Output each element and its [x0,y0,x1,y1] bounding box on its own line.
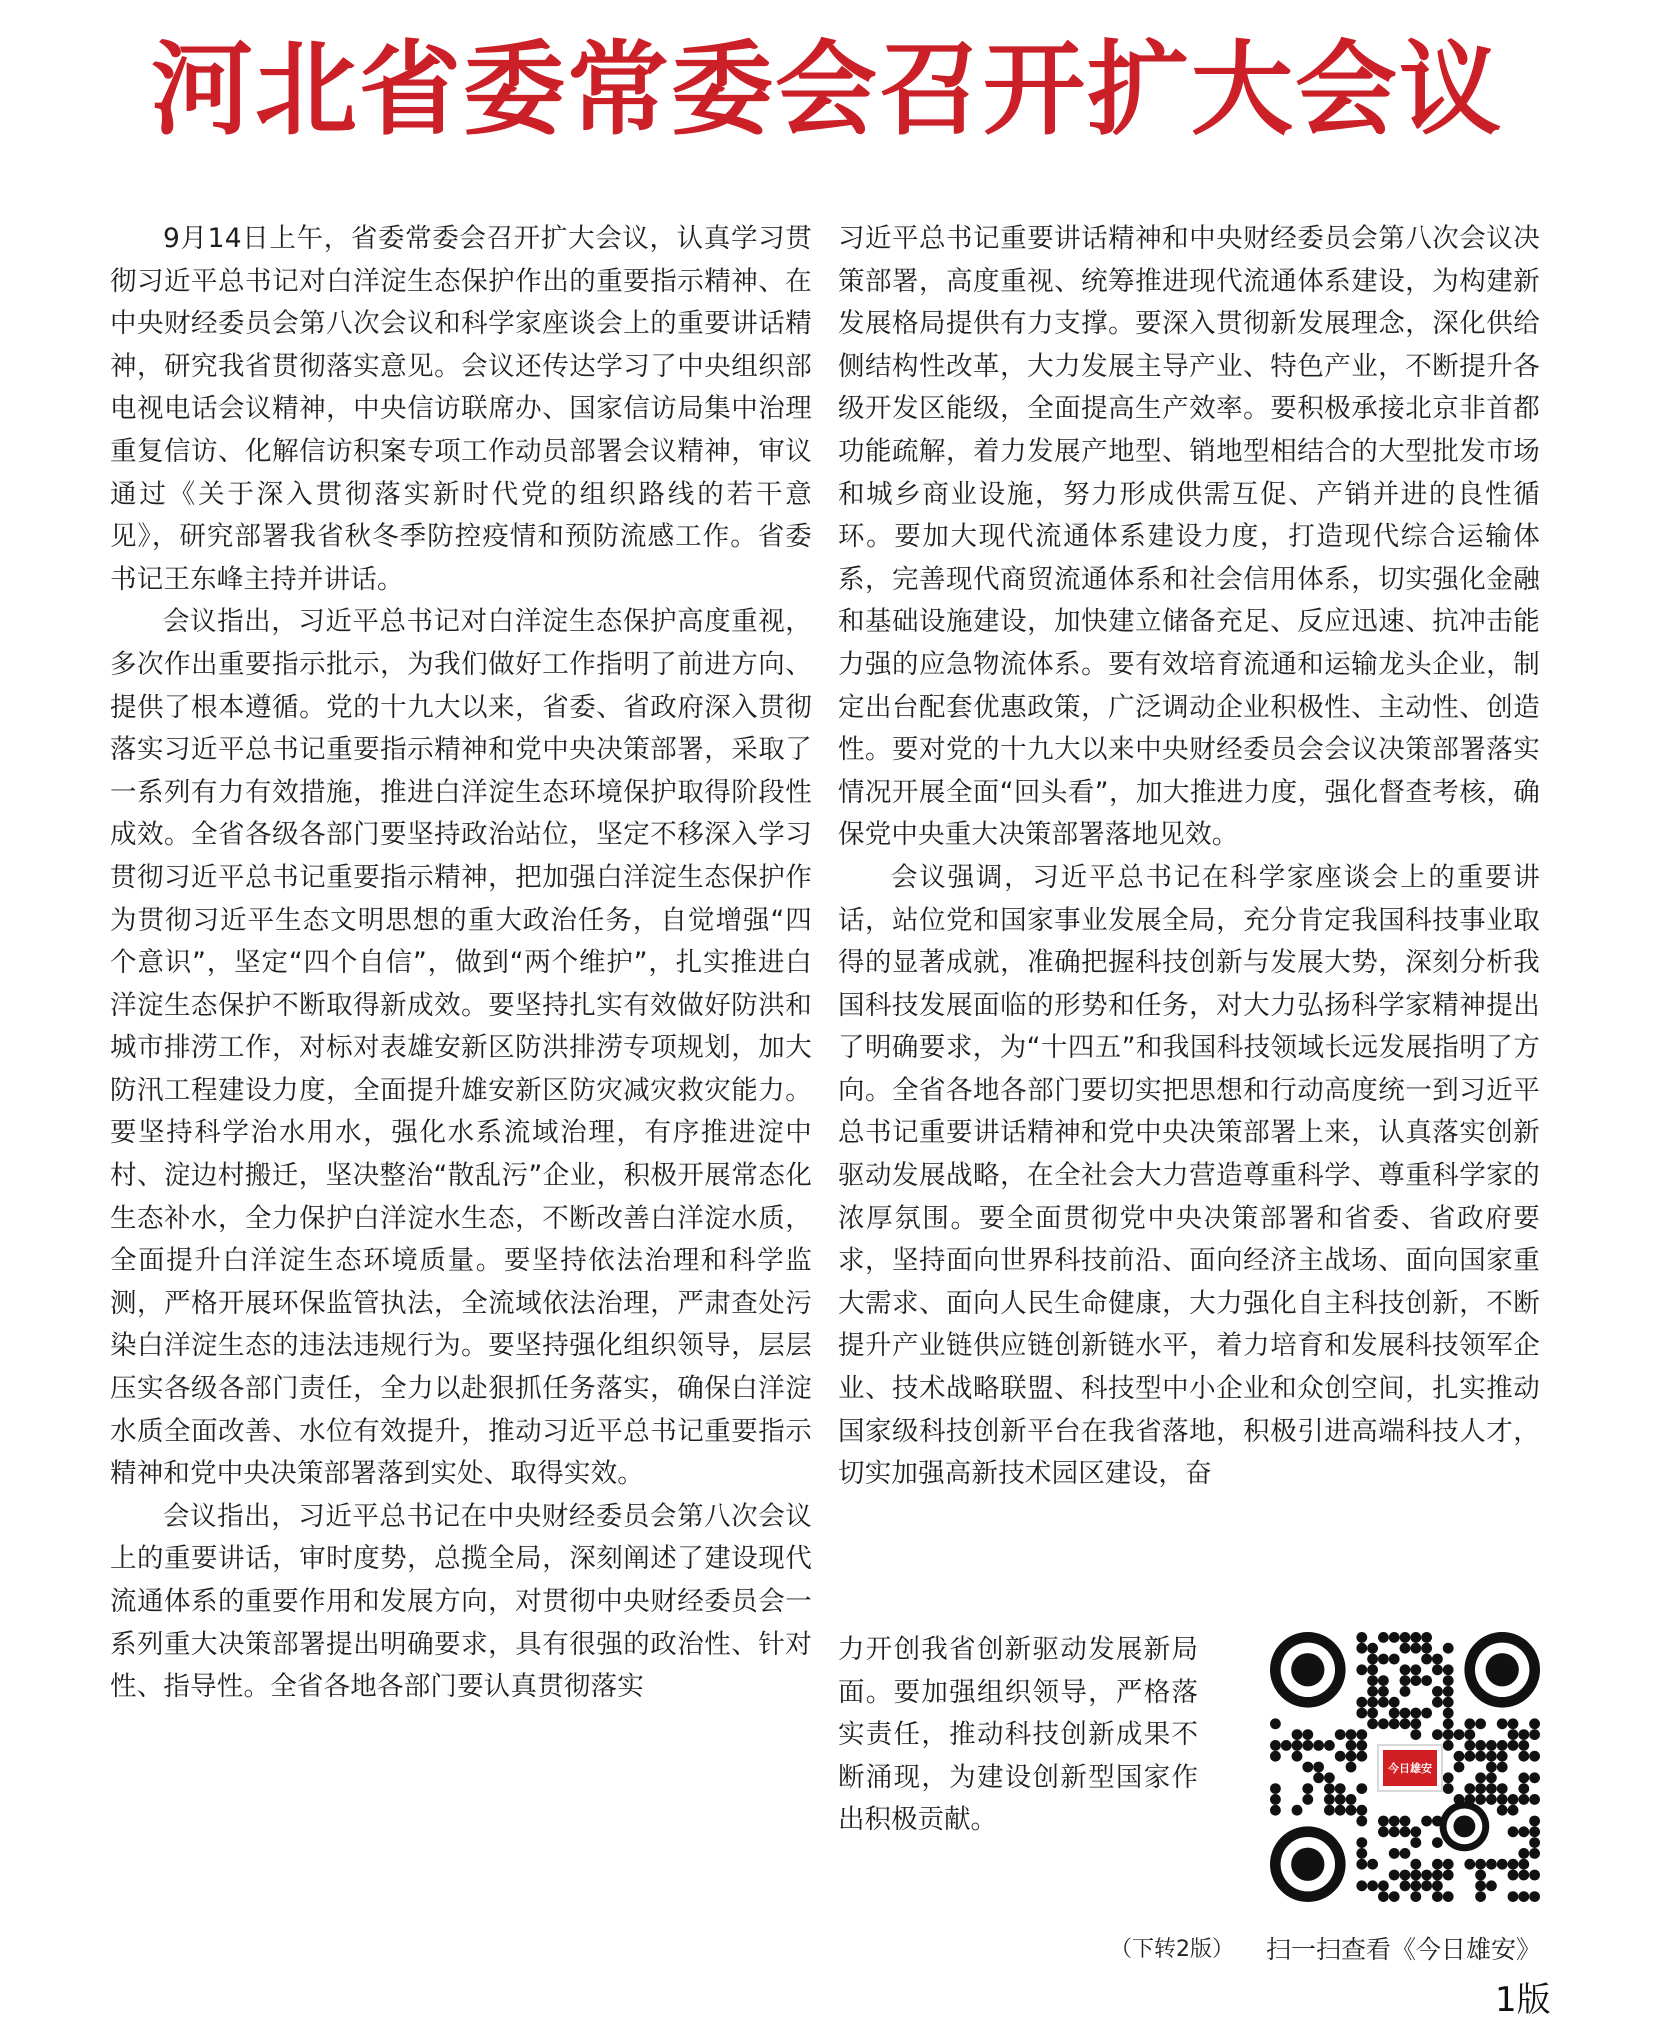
qr-module [1508,1870,1519,1881]
qr-module [1497,1740,1508,1751]
qr-module [1324,1783,1335,1794]
qr-module [1302,1740,1313,1751]
qr-module [1508,1729,1519,1740]
qr-module [1378,1654,1389,1665]
qr-module [1410,1870,1421,1881]
qr-module [1443,1870,1454,1881]
qr-module [1292,1805,1303,1816]
qr-module [1508,1718,1519,1729]
qr-module [1464,1729,1475,1740]
qr-module [1356,1708,1367,1719]
qr-module [1518,1794,1529,1805]
qr-module [1389,1632,1400,1643]
qr-logo [1377,1744,1443,1792]
qr-module [1400,1816,1411,1827]
qr-module [1421,1675,1432,1686]
qr-module [1389,1870,1400,1881]
qr-module [1389,1891,1400,1902]
qr-module [1410,1837,1421,1848]
qr-module [1356,1751,1367,1762]
qr-module [1389,1708,1400,1719]
qr-module [1367,1718,1378,1729]
qr-module [1518,1783,1529,1794]
qr-module [1270,1805,1281,1816]
qr-module [1346,1751,1357,1762]
qr-module [1378,1891,1389,1902]
qr-module [1356,1783,1367,1794]
qr-module [1335,1751,1346,1762]
qr-module [1400,1686,1411,1697]
qr-logo-text: 今日雄安 [1383,1750,1437,1786]
qr-module [1518,1891,1529,1902]
paragraph: 9月14日上午，省委常委会召开扩大会议，认真学习贯彻习近平总书记对白洋淀生态保护作出的重要指示精神、在中央财经委员会第八次会议和科学家座谈会上的重要讲话精神，研究我省贯彻落实意见。会议还传达学习了中央组织部电视电话会议精神，中央信访联席办、国家信访局集中治理重复信访、化解信访积案专项工作动员部署会议精神，审议通过《关于深入贯彻落实新时代党的组织路线的若干意见》，研究部署我省秋冬季防控疫情和预防流感工作。省委书记王东峰主持并讲话。 [110,223,812,595]
qr-module [1410,1664,1421,1675]
qr-module [1281,1740,1292,1751]
qr-module [1475,1880,1486,1891]
qr-module [1302,1729,1313,1740]
qr-module [1454,1762,1465,1773]
qr-module [1497,1783,1508,1794]
qr-module [1529,1729,1540,1740]
qr-module [1432,1837,1443,1848]
qr-module [1421,1632,1432,1643]
qr-module [1410,1675,1421,1686]
qr-module [1389,1848,1400,1859]
qr-module [1508,1794,1519,1805]
qr-module [1410,1729,1421,1740]
qr-module [1356,1740,1367,1751]
paragraph: 会议强调，习近平总书记在科学家座谈会上的重要讲话，站位党和国家事业发展全局，充分肯定我国科技事业取得的显著成就，准确把握科技创新与发展大势，深刻分析我国科技发展面临的形势和任务，对大力弘扬科学家精神提出了明确要求，为“十四五”和我国科技领域长远发展指明了方向。全省各地各部门要切实把思想和行动高度统一到习近平总书记重要讲话精神和党中央决策部署上来，认真落实创新驱动发展战略，在全社会大力营造尊重科学、尊重科学家的浓厚氛围。要全面贯彻党中央决策部署和省委、省政府要求，坚持面向世界科技前沿、面向经济主战场、面向国家重大需求、面向人民生命健康，大力强化自主科技创新，不断提升产业链供应链创新链水平，着力培育和发展科技领军企业、技术战略联盟、科技型中小企业和众创空间，扎实推动国家级科技创新平台在我省落地，积极引进高端科技人才，切实加强高新技术园区建设，奋 [838,861,1540,1490]
qr-module [1356,1848,1367,1859]
qr-module [1410,1718,1421,1729]
qr-module [1486,1783,1497,1794]
qr-module [1356,1837,1367,1848]
qr-module [1529,1870,1540,1881]
qr-module [1529,1848,1540,1859]
qr-module [1313,1772,1324,1783]
qr-module [1475,1772,1486,1783]
qr-module [1346,1805,1357,1816]
qr-module [1443,1772,1454,1783]
qr-module [1389,1718,1400,1729]
qr-module [1518,1848,1529,1859]
qr-module [1400,1826,1411,1837]
qr-module [1270,1794,1281,1805]
qr-module [1518,1740,1529,1751]
qr-module [1443,1686,1454,1697]
qr-module [1356,1643,1367,1654]
qr-module [1529,1751,1540,1762]
qr-module [1432,1891,1443,1902]
article-column-left [110,218,812,1709]
qr-module [1475,1718,1486,1729]
qr-module [1464,1783,1475,1794]
qr-module [1389,1654,1400,1665]
qr-module [1292,1740,1303,1751]
qr-module [1432,1870,1443,1881]
qr-module [1410,1859,1421,1870]
qr-module [1389,1826,1400,1837]
continued-note: （下转2版） [1110,1937,1234,1962]
qr-module [1356,1664,1367,1675]
qr-module [1497,1762,1508,1773]
qr-module [1400,1880,1411,1891]
qr-module [1464,1718,1475,1729]
qr-module [1529,1891,1540,1902]
qr-module [1443,1643,1454,1654]
qr-module [1335,1783,1346,1794]
qr-finder-mark [1486,1653,1519,1686]
qr-module [1443,1729,1454,1740]
qr-module [1464,1751,1475,1762]
qr-module [1443,1718,1454,1729]
qr-module [1410,1708,1421,1719]
qr-module [1400,1675,1411,1686]
qr-module [1497,1859,1508,1870]
qr-module [1389,1816,1400,1827]
qr-module [1454,1751,1465,1762]
qr-module [1400,1718,1411,1729]
qr-module [1335,1794,1346,1805]
paragraph: 会议指出，习近平总书记对白洋淀生态保护高度重视，多次作出重要指示批示，为我们做好工作指明了前进方向、提供了根本遵循。党的十九大以来，省委、省政府深入贯彻落实习近平总书记重要指示精神和党中央决策部署，采取了一系列有力有效措施，推进白洋淀生态环境保护取得阶段性成效。全省各级各部门要坚持政治站位，坚定不移深入学习贯彻习近平总书记重要指示精神，把加强白洋淀生态保护作为贯彻习近平生态文明思想的重大政治任务，自觉增强“四个意识”，坚定“四个自信”，做到“两个维护”，扎实推进白洋淀生态保护不断取得新成效。要坚持扎实有效做好防洪和城市排涝工作，对标对表雄安新区防洪排涝专项规划，加大防汛工程建设力度，全面提升雄安新区防灾减灾救灾能力。要坚持科学治水用水，强化水系流域治理，有序推进淀中村、淀边村搬迁，坚决整治“散乱污”企业，积极开展常态化生态补水，全力保护白洋淀水生态，不断改善白洋淀水质，全面提升白洋淀生态环境质量。要坚持依法治理和科学监测，严格开展环保监管执法，全流域依法治理，严肃查处污染白洋淀生态的违法违规行为。要坚持强化组织领导，层层压实各级各部门责任，全力以赴狠抓任务落实，确保白洋淀水质全面改善、水位有效提升，推动习近平总书记重要指示精神和党中央决策部署落到实处、取得实效。 [110,606,812,1490]
qr-module [1378,1826,1389,1837]
qr-module [1324,1772,1335,1783]
article-column-right [838,218,1540,1496]
qr-module [1486,1880,1497,1891]
qr-module [1378,1718,1389,1729]
qr-module [1410,1826,1421,1837]
qr-module [1432,1664,1443,1675]
qr-module [1518,1729,1529,1740]
qr-module [1486,1859,1497,1870]
qr-module [1400,1870,1411,1881]
qr-module [1421,1643,1432,1654]
qr-module [1302,1762,1313,1773]
qr-module [1486,1751,1497,1762]
qr-module [1292,1751,1303,1762]
qr-module [1292,1729,1303,1740]
qr-module [1529,1816,1540,1827]
qr-module [1367,1675,1378,1686]
qr-module [1508,1805,1519,1816]
qr-finder-mark [1453,1815,1475,1837]
headline: 河北省委常委会召开扩大会议 [151,30,1503,150]
qr-module [1497,1805,1508,1816]
qr-module [1346,1794,1357,1805]
qr-module [1475,1783,1486,1794]
qr-module [1346,1762,1357,1773]
qr-module [1356,1805,1367,1816]
qr-module [1497,1751,1508,1762]
qr-module [1270,1751,1281,1762]
qr-module [1529,1794,1540,1805]
qr-finder-mark [1291,1848,1324,1881]
qr-module [1508,1859,1519,1870]
qr-module [1518,1751,1529,1762]
qr-module [1410,1880,1421,1891]
qr-module [1432,1686,1443,1697]
qr-module [1443,1783,1454,1794]
qr-module [1486,1772,1497,1783]
qr-module [1443,1664,1454,1675]
qr-module [1443,1708,1454,1719]
qr-module [1389,1697,1400,1708]
qr-module [1270,1740,1281,1751]
qr-module [1410,1891,1421,1902]
qr-module [1270,1718,1281,1729]
qr-module [1518,1772,1529,1783]
qr-module [1313,1740,1324,1751]
qr-module [1378,1880,1389,1891]
qr-module [1432,1880,1443,1891]
qr-caption: 扫一扫查看《今日雄安》 [1266,1935,1542,1964]
qr-module [1421,1654,1432,1665]
qr-module [1367,1664,1378,1675]
qr-module [1378,1816,1389,1827]
qr-module [1508,1826,1519,1837]
qr-module [1443,1697,1454,1708]
qr-module [1400,1708,1411,1719]
qr-module [1529,1718,1540,1729]
qr-module [1529,1837,1540,1848]
qr-module [1529,1826,1540,1837]
qr-module [1335,1729,1346,1740]
qr-module [1475,1751,1486,1762]
qr-finder-mark [1291,1653,1324,1686]
qr-module [1421,1870,1432,1881]
qr-module [1356,1880,1367,1891]
page-number: 1版 [1495,1980,1551,2020]
qr-module [1475,1794,1486,1805]
qr-module [1464,1859,1475,1870]
qr-module [1367,1697,1378,1708]
qr-module [1432,1859,1443,1870]
qr-module [1443,1859,1454,1870]
qr-module [1497,1718,1508,1729]
paragraph: 会议指出，习近平总书记在中央财经委员会第八次会议上的重要讲话，审时度势，总揽全局，深刻阐述了建设现代流通体系的重要作用和发展方向，对贯彻中央财经委员会一系列重大决策部署提出明确要求，具有很强的政治性、针对性、指导性。全省各地各部门要认真贯彻落实 [110,1500,812,1703]
paragraph: 力开创我省创新驱动发展新局面。要加强组织领导，严格落实责任，推动科技创新成果不断涌现，为建设创新型国家作出积极贡献。 [838,1634,1198,1836]
qr-module [1367,1859,1378,1870]
qr-module [1367,1643,1378,1654]
qr-module [1508,1740,1519,1751]
qr-module [1302,1783,1313,1794]
qr-module [1475,1740,1486,1751]
qr-module [1432,1654,1443,1665]
qr-module [1356,1816,1367,1827]
qr-module [1518,1826,1529,1837]
qr-module [1356,1859,1367,1870]
qr-module [1270,1783,1281,1794]
qr-module [1346,1729,1357,1740]
qr-module [1421,1816,1432,1827]
qr-module [1475,1870,1486,1881]
qr-module [1367,1654,1378,1665]
qr-module [1529,1772,1540,1783]
qr-module [1421,1708,1432,1719]
qr-module [1378,1686,1389,1697]
qr-module [1486,1762,1497,1773]
qr-module [1475,1859,1486,1870]
qr-module [1324,1805,1335,1816]
qr-module [1378,1632,1389,1643]
qr-module [1367,1880,1378,1891]
qr-module [1356,1697,1367,1708]
qr-module [1335,1805,1346,1816]
qr-module [1356,1632,1367,1643]
qr-module [1400,1643,1411,1654]
qr-code[interactable] [1270,1632,1540,1902]
qr-module [1486,1794,1497,1805]
qr-module [1410,1632,1421,1643]
qr-module [1367,1708,1378,1719]
qr-module [1454,1729,1465,1740]
qr-module [1324,1740,1335,1751]
qr-module [1518,1859,1529,1870]
qr-module [1313,1762,1324,1773]
qr-module [1378,1697,1389,1708]
qr-module [1302,1794,1313,1805]
qr-module [1400,1848,1411,1859]
qr-module [1518,1870,1529,1881]
qr-module [1497,1794,1508,1805]
qr-module [1443,1891,1454,1902]
qr-module [1421,1880,1432,1891]
qr-module [1400,1632,1411,1643]
qr-module [1367,1686,1378,1697]
qr-module [1443,1740,1454,1751]
qr-module [1432,1729,1443,1740]
article-column-right-tail [838,1629,1198,1842]
qr-module [1443,1675,1454,1686]
qr-module [1410,1643,1421,1654]
paragraph: 习近平总书记重要讲话精神和中央财经委员会第八次会议决策部署，高度重视、统筹推进现代流通体系建设，为构建新发展格局提供有力支撑。要深入贯彻新发展理念，深化供给侧结构性改革，大力发展主导产业、特色产业，不断提升各级开发区能级，全面提高生产效率。要积极承接北京非首都功能疏解，着力发展产地型、销地型相结合的大型批发市场和城乡商业设施，努力形成供需互促、产销并进的良性循环。要加大现代流通体系建设力度，打造现代综合运输体系，完善现代商贸流通体系和社会信用体系，切实强化金融和基础设施建设，加快建立储备充足、反应迅速、抗冲击能力强的应急物流体系。要有效培育流通和运输龙头企业，制定出台配套优惠政策，广泛调动企业积极性、主动性、创造性。要对党的十九大以来中央财经委员会会议决策部署落实情况开展全面“回头看”，加大推进力度，强化督查考核，确保党中央重大决策部署落地见效。 [838,223,1540,851]
qr-module [1464,1740,1475,1751]
qr-module [1378,1675,1389,1686]
qr-module [1475,1891,1486,1902]
qr-module [1356,1729,1367,1740]
qr-module [1432,1697,1443,1708]
qr-module [1508,1891,1519,1902]
qr-module [1400,1664,1411,1675]
qr-module [1486,1740,1497,1751]
qr-module [1346,1740,1357,1751]
qr-module [1324,1794,1335,1805]
